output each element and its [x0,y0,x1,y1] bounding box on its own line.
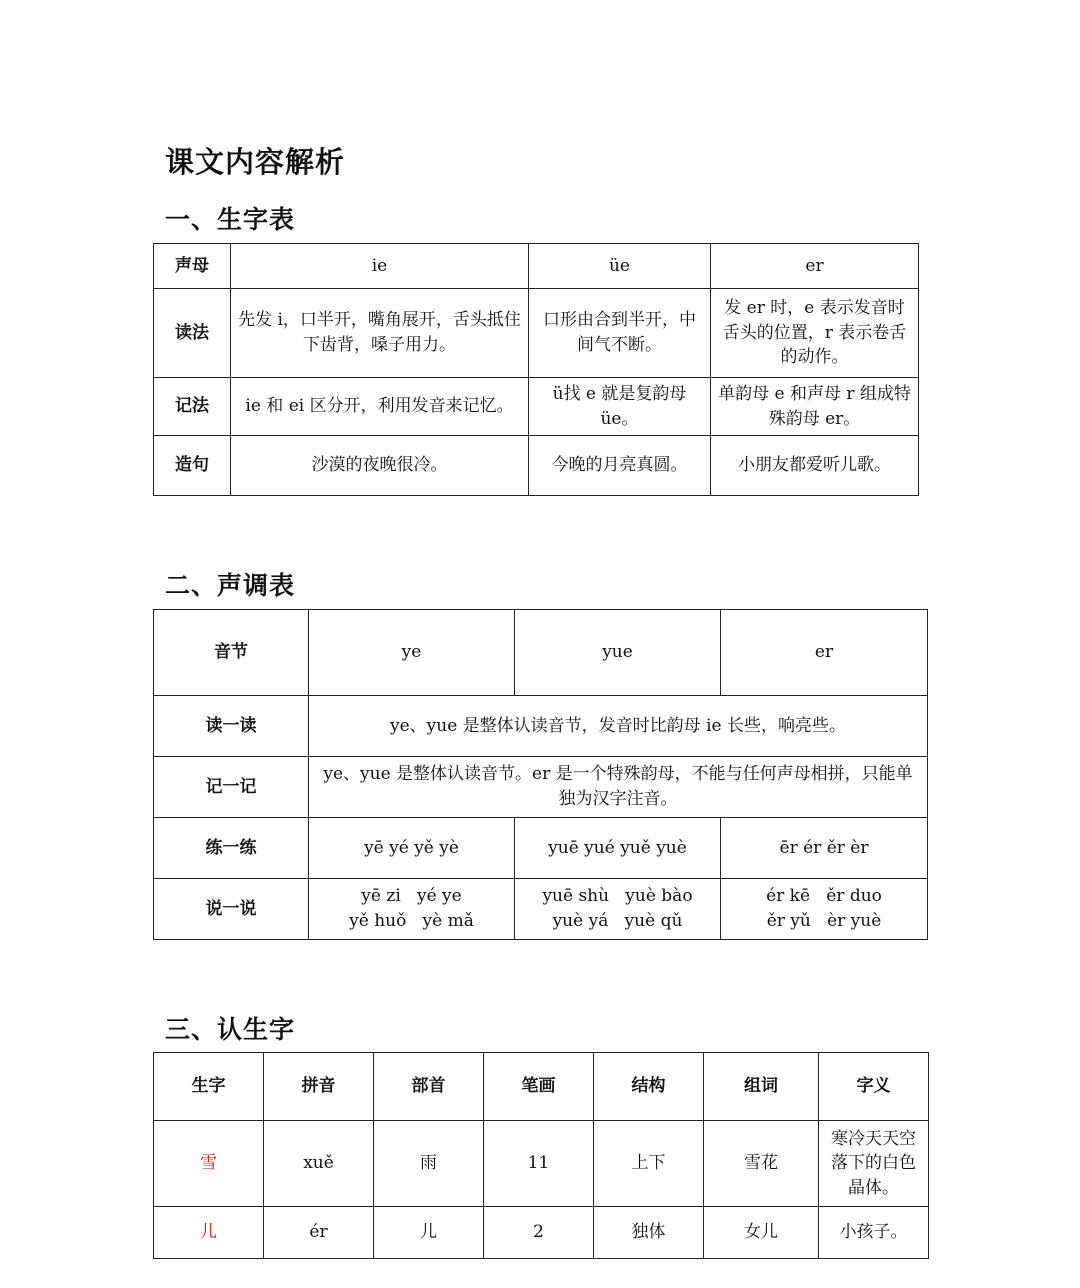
table-row [154,879,928,940]
table-cell: ye、yue 是整体认读音节，发音时比韵母 ie 长些，响亮些。 [309,696,928,757]
row-label: 记一记 [154,757,309,818]
table-cell: er [721,610,928,696]
row-label: 读一读 [154,696,309,757]
vocab-table [153,243,919,496]
table-cell [721,879,928,940]
table-cell: ye、yue 是整体认读音节。er 是一个特殊韵母，不能与任何声母相拼，只能单独为汉字注音。 [309,757,928,818]
row-label: 声母 [154,244,231,289]
table-cell: ér [264,1207,374,1259]
column-header: 结构 [594,1053,704,1121]
column-header: 组词 [704,1053,819,1121]
column-header: 笔画 [484,1053,594,1121]
table-cell: 小孩子。 [819,1207,929,1259]
table-cell: yē yé yě yè [309,818,515,879]
table-row [154,436,919,496]
table-cell: er [711,244,919,289]
table-row [154,818,928,879]
table-cell: üe [529,244,711,289]
row-label: 练一练 [154,818,309,879]
table-row [154,1121,929,1207]
column-header: 字义 [819,1053,929,1121]
table-cell: ie [231,244,529,289]
table-cell: 雨 [374,1121,484,1207]
tone-table [153,609,928,940]
table-cell: 11 [484,1121,594,1207]
table-cell: yuē yué yuě yuè [515,818,721,879]
column-header: 拼音 [264,1053,374,1121]
table-cell: 小朋友都爱听儿歌。 [711,436,919,496]
table-row [154,378,919,436]
table-cell: 独体 [594,1207,704,1259]
table-cell: 沙漠的夜晚很冷。 [231,436,529,496]
table-cell: ü找 e 就是复韵母üe。 [529,378,711,436]
table-row [154,244,919,289]
pinyin-line: yě huǒ yè mǎ [349,911,474,931]
section-heading-tones: 二、声调表 [165,571,296,600]
pinyin-line: yē zi yé ye [361,886,462,907]
row-label: 记法 [154,378,231,436]
table-cell: ie 和 ei 区分开，利用发音来记忆。 [231,378,529,436]
table-header-row [154,1053,929,1121]
pinyin-line: ér kē ěr duo [766,886,882,907]
table-cell: ye [309,610,515,696]
table-cell [309,879,515,940]
table-row [154,696,928,757]
row-label: 读法 [154,289,231,378]
pinyin-line: yuè yá yuè qǔ [552,911,683,931]
table-row [154,757,928,818]
section-heading-vocab: 一、生字表 [165,205,296,234]
character-cell: 雪 [154,1121,264,1207]
row-label: 造句 [154,436,231,496]
table-row [154,610,928,696]
pinyin-line: yuē shù yuè bào [542,886,693,907]
table-row [154,1207,929,1259]
table-row [154,289,919,378]
column-header: 生字 [154,1053,264,1121]
table-cell: ēr ér ěr èr [721,818,928,879]
column-header: 部首 [374,1053,484,1121]
table-cell: yue [515,610,721,696]
section-heading-new-chars: 三、认生字 [165,1015,296,1044]
table-cell: 儿 [374,1207,484,1259]
table-cell: 单韵母 e 和声母 r 组成特殊韵母 er。 [711,378,919,436]
new-characters-table [153,1052,929,1259]
pinyin-line: ěr yǔ èr yuè [766,911,882,931]
table-cell: 雪花 [704,1121,819,1207]
table-cell: 发 er 时，e 表示发音时舌头的位置，r 表示卷舌的动作。 [711,289,919,378]
table-cell: 2 [484,1207,594,1259]
table-cell: 先发 i，口半开，嘴角展开，舌头抵住下齿背，嗓子用力。 [231,289,529,378]
table-cell: 女儿 [704,1207,819,1259]
row-label: 音节 [154,610,309,696]
table-cell [515,879,721,940]
page-title: 课文内容解析 [165,145,346,179]
row-label: 说一说 [154,879,309,940]
table-cell: 上下 [594,1121,704,1207]
table-cell: 口形由合到半开，中间气不断。 [529,289,711,378]
character-cell: 儿 [154,1207,264,1259]
table-cell: 今晚的月亮真圆。 [529,436,711,496]
table-cell: 寒冷天天空落下的白色晶体。 [819,1121,929,1207]
table-cell: xuě [264,1121,374,1207]
